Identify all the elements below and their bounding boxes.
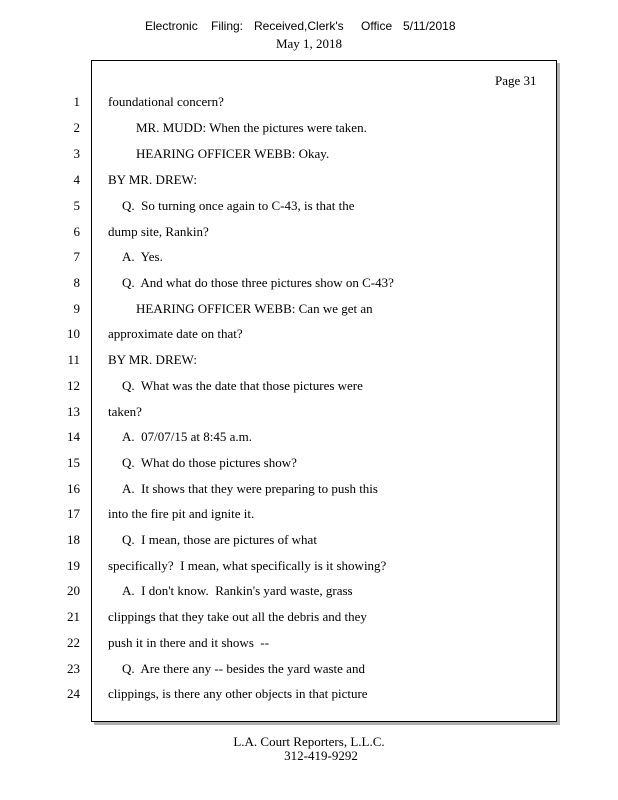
transcript-line bbox=[0, 92, 618, 112]
line-text: A. 07/07/15 at 8:45 a.m. bbox=[122, 429, 252, 444]
filing-electronic: Electronic bbox=[145, 19, 198, 33]
line-number: 14 bbox=[67, 429, 80, 444]
line-text: push it in there and it shows -- bbox=[108, 635, 270, 650]
line-text: BY MR. DREW: bbox=[108, 352, 197, 367]
page-number: Page 31 bbox=[495, 73, 537, 88]
line-text: BY MR. DREW: bbox=[108, 172, 197, 187]
line-number: 17 bbox=[67, 506, 80, 521]
line-number: 21 bbox=[67, 609, 80, 624]
line-number: 13 bbox=[67, 404, 80, 419]
line-number: 4 bbox=[73, 172, 80, 187]
transcript-line bbox=[0, 556, 618, 576]
filing-label: Filing: bbox=[211, 19, 244, 33]
filing-received: Received,Clerk's bbox=[254, 19, 344, 33]
filing-office: Office bbox=[361, 19, 393, 33]
line-number: 11 bbox=[67, 352, 80, 367]
transcript-line bbox=[0, 324, 618, 344]
transcript-line bbox=[0, 376, 618, 396]
court-reporter-phone: 312-419-9292 bbox=[284, 748, 358, 763]
transcript-line bbox=[0, 453, 618, 473]
line-number: 6 bbox=[73, 224, 80, 239]
transcript-line bbox=[0, 118, 618, 138]
court-reporter-name: L.A. Court Reporters, L.L.C. bbox=[233, 734, 385, 749]
line-text: Q. What do those pictures show? bbox=[122, 455, 297, 470]
line-text: A. Yes. bbox=[122, 249, 163, 264]
line-number: 15 bbox=[67, 455, 80, 470]
line-number: 10 bbox=[67, 326, 80, 341]
transcript-line bbox=[0, 196, 618, 216]
transcript-line bbox=[0, 299, 618, 319]
line-number: 12 bbox=[67, 378, 80, 393]
line-text: foundational concern? bbox=[108, 94, 224, 109]
line-number: 18 bbox=[67, 532, 80, 547]
transcript-line bbox=[0, 633, 618, 653]
line-text: MR. MUDD: When the pictures were taken. bbox=[136, 120, 367, 135]
line-text: clippings, is there any other objects in that picture bbox=[108, 686, 368, 701]
electronic-filing-header bbox=[0, 19, 618, 33]
transcript-line bbox=[0, 402, 618, 422]
line-text: specifically? I mean, what specifically is it showing? bbox=[108, 558, 387, 573]
line-text: dump site, Rankin? bbox=[108, 224, 209, 239]
line-text: HEARING OFFICER WEBB: Okay. bbox=[136, 146, 330, 161]
transcript-line bbox=[0, 273, 618, 293]
line-number: 3 bbox=[73, 146, 80, 161]
transcript-line bbox=[0, 222, 618, 242]
transcript-line bbox=[0, 504, 618, 524]
line-number: 22 bbox=[67, 635, 80, 650]
hearing-date: May 1, 2018 bbox=[275, 36, 343, 51]
transcript-line bbox=[0, 607, 618, 627]
transcript-line bbox=[0, 479, 618, 499]
transcript-line bbox=[0, 684, 618, 704]
transcript-line bbox=[0, 144, 618, 164]
line-text: HEARING OFFICER WEBB: Can we get an bbox=[136, 301, 373, 316]
line-number: 5 bbox=[73, 198, 80, 213]
line-text: into the fire pit and ignite it. bbox=[108, 506, 255, 521]
line-number: 8 bbox=[73, 275, 80, 290]
transcript-line bbox=[0, 659, 618, 679]
line-text: taken? bbox=[108, 404, 142, 419]
filing-date: 5/11/2018 bbox=[403, 19, 456, 33]
transcript-line bbox=[0, 350, 618, 370]
line-text: Q. So turning once again to C-43, is that the bbox=[122, 198, 355, 213]
line-number: 7 bbox=[73, 249, 80, 264]
line-number: 23 bbox=[67, 661, 80, 676]
line-number: 20 bbox=[67, 583, 80, 598]
line-text: Q. And what do those three pictures show on C-43? bbox=[122, 275, 394, 290]
line-number: 1 bbox=[73, 94, 80, 109]
transcript-line bbox=[0, 427, 618, 447]
line-number: 9 bbox=[73, 301, 80, 316]
line-text: approximate date on that? bbox=[108, 326, 243, 341]
line-text: Q. Are there any -- besides the yard waste and bbox=[122, 661, 365, 676]
line-number: 2 bbox=[73, 120, 80, 135]
transcript-line bbox=[0, 581, 618, 601]
line-text: Q. What was the date that those pictures were bbox=[122, 378, 363, 393]
line-number: 24 bbox=[67, 686, 80, 701]
line-text: clippings that they take out all the debris and they bbox=[108, 609, 367, 624]
line-text: A. I don't know. Rankin's yard waste, grass bbox=[122, 583, 353, 598]
line-text: Q. I mean, those are pictures of what bbox=[122, 532, 317, 547]
transcript-line bbox=[0, 170, 618, 190]
line-text: A. It shows that they were preparing to push this bbox=[122, 481, 378, 496]
transcript-line bbox=[0, 530, 618, 550]
line-number: 16 bbox=[67, 481, 80, 496]
transcript-line bbox=[0, 247, 618, 267]
line-number: 19 bbox=[67, 558, 80, 573]
